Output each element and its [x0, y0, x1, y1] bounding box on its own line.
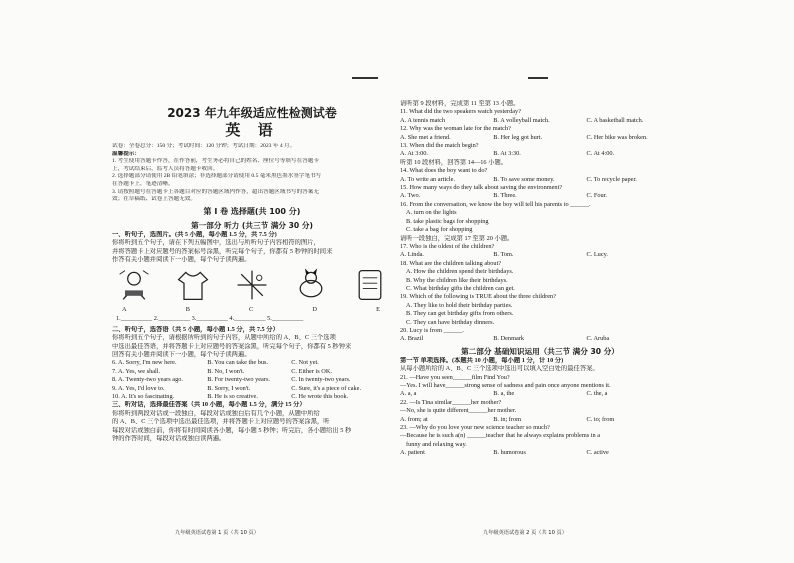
scan-mark: [528, 77, 548, 79]
question-row: [112, 385, 392, 393]
listening-sec3-title: 三、听对话，选择最佳答案（共 10 小题，每小题 1.5 分，满分 15 分）: [112, 401, 306, 409]
option-a: A. She met a friend.: [400, 133, 451, 141]
option-a: A. patient: [400, 449, 425, 457]
questions-11-20: [400, 100, 680, 344]
question-row: [112, 359, 392, 367]
page-2-footer: 九年级英语试卷第 2 页（共 10 页）: [483, 530, 567, 536]
part-1-heading: 第一部分 听力 (共三节 满分 30 分): [191, 220, 313, 230]
picture-labels: [112, 305, 392, 314]
option-c: C. To recycle paper.: [586, 175, 637, 183]
listening-sec2-desc: [112, 334, 392, 359]
question-line: B. take plastic bags for shopping: [406, 217, 489, 225]
option-b: B. Tom.: [493, 251, 514, 259]
option-c: C. active: [586, 449, 609, 457]
answer-options: [400, 150, 680, 158]
picture-d-cat-icon: [293, 267, 329, 303]
question-line: 22. —Is Tina similar______her mother?: [400, 398, 502, 406]
picture-label: C: [249, 306, 254, 314]
picture-b-sweater-icon: [175, 267, 211, 303]
question-line: 20. Lucy is from ______.: [400, 326, 465, 334]
listening-sec2-title: 二、听句子，选答语（共 5 小题，每小题 1.5 分，共 7.5 分）: [112, 325, 279, 333]
question-line: 请听一段独白，完成第 17 至第 20 小题。: [400, 234, 514, 242]
exam-title: 2023 年九年级适应性检测试卷: [167, 106, 337, 120]
instruction-line: 你将听到五个句子，请根据所听到的句子内容，从题中所给的 A、B、C 三个选项: [112, 334, 336, 342]
instruction-line: 钟的作答时间，每段对话或独白读两遍。: [112, 435, 226, 443]
option-a: A. At 3:00.: [400, 150, 428, 158]
answer-options: [400, 176, 680, 184]
part-2-heading: 第二部分 基础知识运用（共三节 满分 30 分）: [461, 346, 619, 356]
option-a: A. Linda.: [400, 251, 424, 259]
question-line: 11. What did the two speakers watch yesterday?: [400, 108, 521, 116]
question-row: [112, 376, 392, 384]
question-line: A. They like to hold their birthday parties.: [406, 301, 513, 309]
instruction-line: 的 A、B、C 三个选项中选出最佳选项，并将答题卡上对应题号的答案涂黑，听: [112, 418, 330, 426]
picture-c-crossroads-icon: [234, 267, 270, 303]
question-line: 请听第 9 段材料，完成第 11 至第 13 小题。: [400, 100, 520, 107]
option-b: B. He is so creative.: [207, 393, 258, 401]
question-line: 18. What are the children talking about?: [400, 259, 502, 267]
page-2: [400, 100, 680, 540]
option-c: C. Four.: [586, 192, 607, 200]
question-line: funny and relaxing way.: [406, 440, 467, 448]
answer-options: [400, 251, 680, 259]
option-a: 7. A. Yes, we shall.: [112, 367, 161, 375]
option-a: 10. A. It's so fascinating.: [112, 393, 175, 401]
question-line: 16. From the conversation, we know the boy will tell his parents to ______.: [400, 200, 591, 208]
option-a: A. a, a: [400, 390, 417, 398]
option-b: B. A volleyball match.: [493, 116, 550, 124]
answer-options: [400, 449, 680, 457]
instruction-line: 并将答题卡上对应题号的答案标号涂黑，听完每个句子，你都有 5 秒钟的时间来: [112, 247, 333, 255]
option-c: C. to; from: [586, 415, 615, 423]
question-line: 听第 10 段材料，回答第 14—16 小题。: [400, 158, 508, 166]
question-line: 12. Why was the woman late for the match?: [400, 125, 511, 133]
option-c: C. Her bike was broken.: [586, 133, 648, 141]
answer-blanks-1-5: 1.__________ 2.__________ 3.__________ 4.__________ 5.__________: [116, 315, 304, 323]
answer-options: [400, 335, 680, 343]
answer-options: [400, 117, 680, 125]
option-b: B. You can take the bus.: [207, 359, 269, 367]
option-c: C. Not yet.: [291, 359, 319, 367]
instruction-line: 你将听到五个句子，请在下列五幅图中，选出与所听句子内容相符的图片，: [112, 239, 320, 247]
option-c: C. Lucy.: [586, 251, 608, 259]
question-line: A. turn on the lights: [406, 209, 457, 217]
question-line: B. They can get birthday gifts from others.: [406, 310, 514, 318]
option-b: B. At 3:30.: [493, 150, 521, 158]
notice-line: 效；在草稿纸、试卷上答题无效。: [112, 196, 196, 203]
question-line: B. Why the children like their birthdays.: [406, 276, 508, 284]
picture-label: E: [376, 306, 380, 314]
option-a: A. Two.: [400, 192, 421, 200]
question-line: 14. What does the boy want to do?: [400, 167, 488, 175]
instruction-line: 回答有关小题并阅读下一小题，每个句子读两遍。: [112, 351, 251, 358]
option-b: B. No, I won't.: [207, 367, 245, 375]
answer-options: [400, 416, 680, 424]
option-b: B. humorous: [493, 449, 526, 457]
answer-options: [400, 192, 680, 200]
question-line: 19. Which of the following is TRUE about the three children?: [400, 293, 556, 301]
picture-e-books-icon: [352, 267, 388, 303]
question-line: 21. —Have you seen______film Find You?: [400, 373, 510, 381]
notice-line: 上，考试结束后，监考人员将答题卡收回。: [112, 165, 219, 172]
listening-sec1-title: 一、听句子，选图片。(共 5 小题，每小题 1.5 分，共 7.5 分): [112, 230, 277, 238]
question-line: 13. When did the match begin?: [400, 142, 479, 150]
listening-sec3-desc: [112, 410, 392, 444]
option-b: B. Her leg got hurt.: [493, 133, 543, 141]
exam-meta: 试卷：全卷总分：150 分；考试时间：120 分钟；考试日期：2023 年 4 月。: [112, 143, 296, 149]
option-c: C. A basketball match.: [586, 116, 644, 124]
option-c: C. Sure, it's a piece of cake.: [291, 384, 362, 392]
option-b: B. in; from: [493, 415, 522, 423]
notice-list: [112, 158, 392, 204]
notice-line: 1. 考生使用答题卡作答，在作答前，考生务必将自己的姓名、座位号等填写在答题卡: [112, 158, 319, 165]
option-a: A. Brazil: [400, 335, 424, 343]
option-c: C. At 4:00.: [586, 150, 615, 158]
option-b: B. Denmark: [493, 335, 525, 343]
page-1-footer: 九年级英语试卷第 1 页（共 10 页）: [175, 530, 259, 536]
picture-label: A: [122, 306, 127, 314]
picture-a-student-icon: [116, 267, 152, 303]
question-line: 17. Who is the oldest of the children?: [400, 242, 495, 250]
question-row: [112, 393, 392, 401]
option-b: B. Sorry, I won't.: [207, 384, 251, 392]
option-b: B. To save some money.: [493, 175, 555, 183]
listening-sec1-desc: [112, 239, 392, 264]
option-a: A. To write an article.: [400, 175, 456, 183]
option-c: C. In twenty-two years.: [291, 376, 351, 384]
subject-title: 英 语: [225, 121, 279, 139]
option-a: A. from; at: [400, 415, 428, 423]
option-c: C. He wrote this book.: [291, 393, 349, 401]
questions-21-23: [400, 374, 680, 458]
question-row: [112, 368, 392, 376]
option-b: B. a, the: [493, 390, 515, 398]
question-line: 23. —Why do you love your new science teacher so much?: [400, 424, 550, 432]
question-line: C. What birthday gifts the children can get.: [406, 284, 515, 292]
question-line: 15. How many ways do they talk about saving the environment?: [400, 184, 563, 192]
instruction-line: 你将听到两段对话或一段独白，每段对话或独白后有几个小题，从题中所给: [112, 409, 320, 417]
grammar-sec1-desc: 从每小题所给的 A、B、C 三个选项中选出可以填入空白处的最佳答案。: [400, 365, 599, 373]
option-a: 8. A. Twenty-two years ago.: [112, 376, 183, 384]
option-b: B. Three.: [493, 192, 517, 200]
instruction-line: 每段对话或独白前，你将有时间阅读各小题，每小题 5 秒钟；听完后，各小题给出 5 秒: [112, 426, 352, 434]
question-line: C. They can have birthday dinners.: [406, 318, 495, 326]
option-a: A. A tennis match: [400, 116, 446, 124]
notice-title: 温馨提示：: [112, 150, 140, 157]
page-1: [112, 100, 392, 540]
notice-line: 在答题卡上，笔迹清晰。: [112, 180, 174, 187]
instruction-line: 中选出最佳答语，并将答题卡上对应题号的答案涂黑，听完每个句子，你都有 5 秒钟来: [112, 342, 352, 350]
option-c: C. the, a: [586, 390, 608, 398]
picture-label: B: [185, 306, 190, 314]
picture-label: D: [312, 306, 317, 314]
question-line: C. take a bag for shopping: [406, 226, 473, 234]
answer-options: [400, 390, 680, 398]
question-line: A. How the children spend their birthdays.: [406, 268, 514, 276]
question-line: —Yes. I will have______strong sense of sadness and pain once anyone mentions it.: [400, 382, 611, 389]
option-c: C. Aruba: [586, 335, 610, 343]
section-juan-1: 第 I 卷 选择题(共 100 分): [203, 206, 301, 216]
questions-6-10: [112, 359, 392, 401]
question-line: —Because he is such a(n) ______teacher that he always explains problems in a: [400, 432, 601, 440]
instruction-line: 作答有关小题并阅读下一小题，每个句子读两遍。: [112, 255, 251, 263]
picture-row: [116, 267, 388, 305]
notice-line: 3. 请按照题号在答题卡上各题目对应的答题区域内作答，超出答题区域书写的答案无: [112, 188, 319, 195]
option-a: 9. A. Yes, I'd love to.: [112, 384, 165, 392]
answer-options: [400, 134, 680, 142]
grammar-sec1-title: 第一节 单项选择。(本题共 10 小题，每小题 1 分，计 10 分): [400, 356, 564, 364]
scan-mark: [352, 77, 378, 79]
question-line: —No, she is quite different______her mother.: [400, 407, 517, 415]
notice-line: 2. 选择题部分请使用 2B 铅笔填涂；非选择题部分请使用 0.5 毫米黑色墨水签字笔书写: [112, 173, 322, 180]
option-a: 6. A. Sorry, I'm new here.: [112, 359, 177, 367]
option-b: B. For twenty-two years.: [207, 376, 270, 384]
option-c: C. Either is OK.: [291, 367, 332, 375]
